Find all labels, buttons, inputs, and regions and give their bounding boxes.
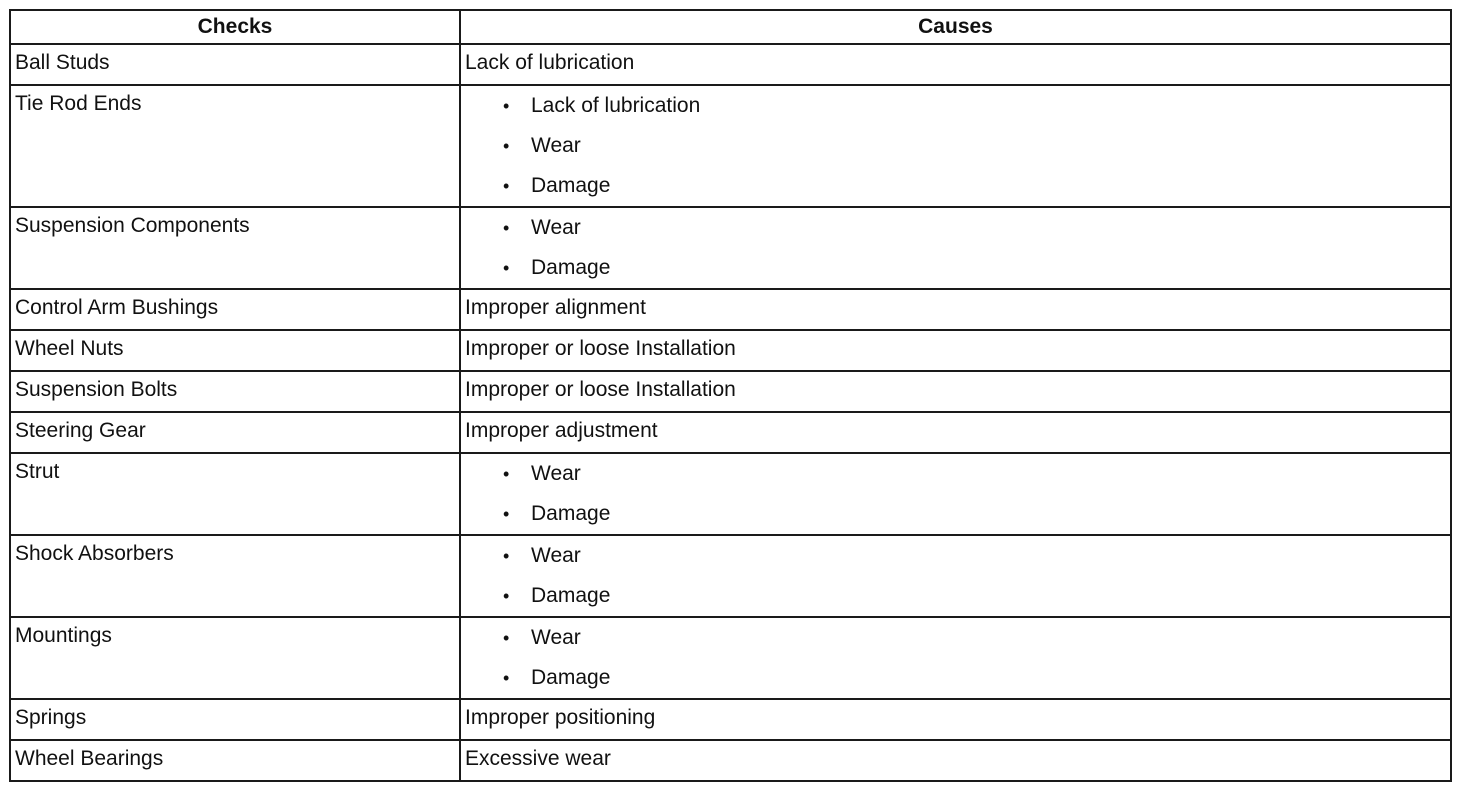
cause-bullet-item: • Wear	[503, 208, 1446, 248]
checks-header: Checks	[10, 10, 460, 44]
cause-cell: Improper or loose Installation	[460, 371, 1451, 412]
cause-bullet-item: • Damage	[503, 658, 1446, 698]
cause-bullet-list	[465, 86, 1446, 206]
checks-causes-table	[9, 9, 1452, 782]
check-cell: Suspension Components	[10, 207, 460, 289]
cause-cell: Excessive wear	[460, 740, 1451, 781]
cause-bullet-item: • Damage	[503, 166, 1446, 206]
table-row	[10, 740, 1451, 781]
cause-bullet-item: • Wear	[503, 126, 1446, 166]
cause-bullet-item: • Wear	[503, 618, 1446, 658]
check-cell: Mountings	[10, 617, 460, 699]
table-row	[10, 289, 1451, 330]
check-cell: Strut	[10, 453, 460, 535]
cause-cell: Improper alignment	[460, 289, 1451, 330]
cause-bullet-list	[465, 536, 1446, 616]
check-cell: Springs	[10, 699, 460, 740]
cause-cell: Improper or loose Installation	[460, 330, 1451, 371]
cause-bullet-list	[465, 618, 1446, 698]
cause-cell: Lack of lubrication	[460, 44, 1451, 85]
table-row	[10, 453, 1451, 535]
header-row	[10, 10, 1451, 44]
cause-cell	[460, 207, 1451, 289]
table-row	[10, 535, 1451, 617]
table-row	[10, 412, 1451, 453]
cause-cell	[460, 453, 1451, 535]
cause-bullet-item: • Damage	[503, 248, 1446, 288]
cause-bullet-list	[465, 208, 1446, 288]
cause-bullet-item: • Wear	[503, 536, 1446, 576]
table-row	[10, 44, 1451, 85]
check-cell: Steering Gear	[10, 412, 460, 453]
cause-bullet-item: • Wear	[503, 454, 1446, 494]
cause-cell	[460, 85, 1451, 207]
table-row	[10, 330, 1451, 371]
check-cell: Ball Studs	[10, 44, 460, 85]
cause-cell	[460, 617, 1451, 699]
check-cell: Suspension Bolts	[10, 371, 460, 412]
check-cell: Wheel Bearings	[10, 740, 460, 781]
table-row	[10, 617, 1451, 699]
cause-cell: Improper positioning	[460, 699, 1451, 740]
cause-cell: Improper adjustment	[460, 412, 1451, 453]
cause-bullet-list	[465, 454, 1446, 534]
cause-bullet-item: • Damage	[503, 576, 1446, 616]
check-cell: Tie Rod Ends	[10, 85, 460, 207]
cause-bullet-item: • Lack of lubrication	[503, 86, 1446, 126]
causes-header: Causes	[460, 10, 1451, 44]
check-cell: Control Arm Bushings	[10, 289, 460, 330]
table-header	[10, 10, 1451, 44]
table-row	[10, 371, 1451, 412]
table-row	[10, 207, 1451, 289]
table-body	[10, 44, 1451, 781]
cause-cell	[460, 535, 1451, 617]
table-row	[10, 699, 1451, 740]
table-row	[10, 85, 1451, 207]
check-cell: Wheel Nuts	[10, 330, 460, 371]
check-cell: Shock Absorbers	[10, 535, 460, 617]
cause-bullet-item: • Damage	[503, 494, 1446, 534]
